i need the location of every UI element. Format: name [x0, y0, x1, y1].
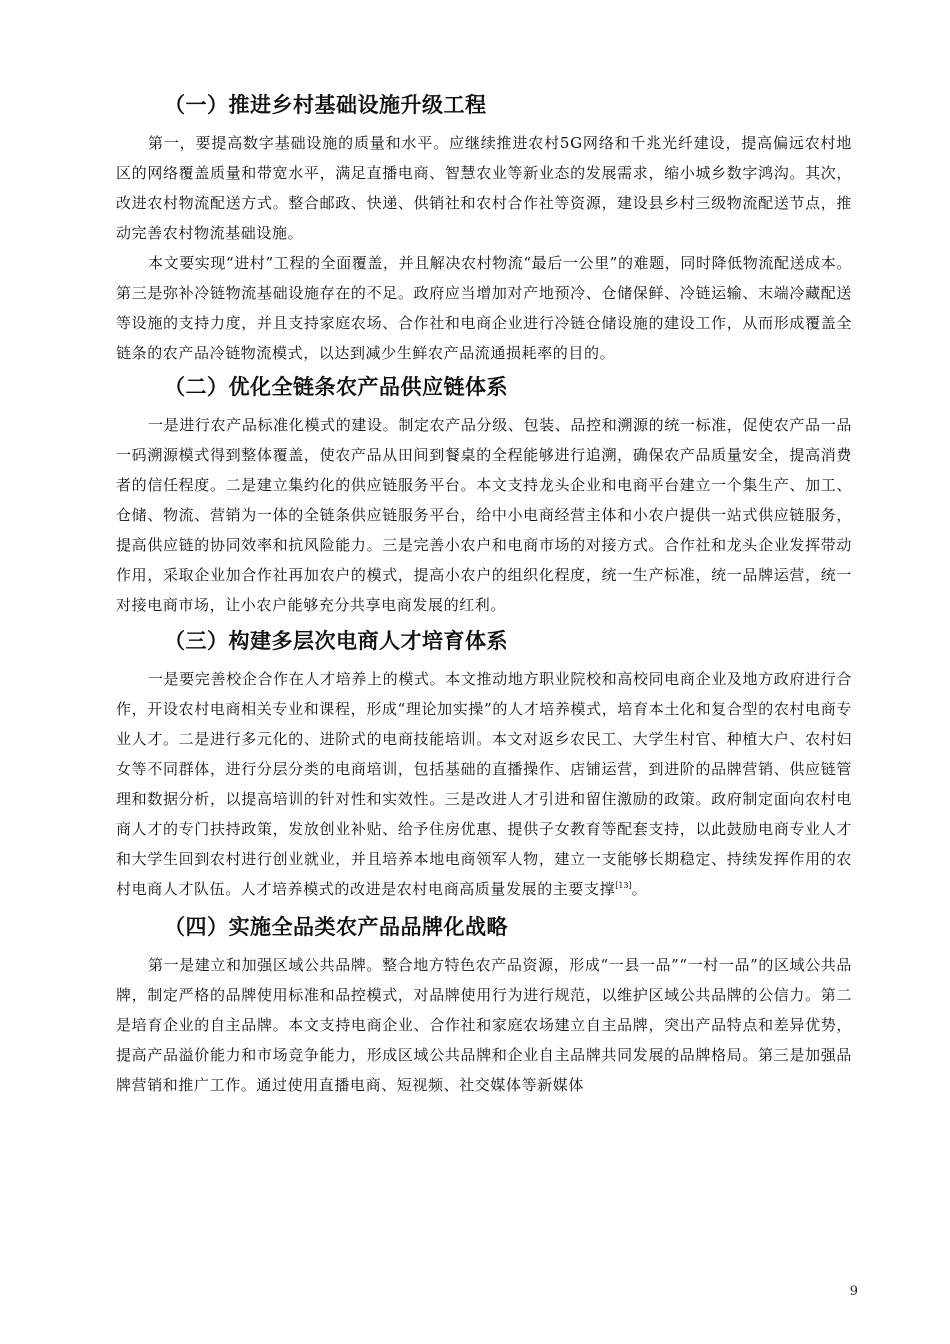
section-heading-2: （二）优化全链条农产品供应链体系 [164, 375, 508, 399]
section-4-paragraph-1: 第一是建立和加强区域公共品牌。整合地方特色农产品资源，形成“一县一品”“一村一品”的区域公共品牌，制定严格的品牌使用标准和品控模式，对品牌使用行为进行规范，以维护区域公共品牌的公信力。第二是培育企业的自主品牌。本文支持电商企业、合作社和家庭农场建立自主品牌，突出产品特点和差异优势，提高产品溢价能力和市场竞争能力，形成区域公共品牌和企业自主品牌共同发展的品牌格局。第三是加强品牌营销和推广工作。通过使用直播电商、短视频、社交媒体等新媒体 [116, 956, 852, 1094]
section-3-paragraph-1 [116, 664, 852, 904]
section-heading-3: （三）构建多层次电商人才培育体系 [164, 629, 508, 653]
section-2-paragraph-1: 一是进行农产品标准化模式的建设。制定农产品分级、包装、品控和溯源的统一标准，促使农产品一品一码溯源模式得到整体覆盖，使农产品从田间到餐桌的全程能够进行追溯，确保农产品质量安全，提高消费者的信任程度。二是建立集约化的供应链服务平台。本文支持龙头企业和电商平台建立一个集生产、加工、仓储、物流、营销为一体的全链条供应链服务平台，给中小电商经营主体和小农户提供一站式供应链服务，提高供应链的协同效率和抗风险能力。三是完善小农户和电商市场的对接方式。合作社和龙头企业发挥带动作用，采取企业加合作社再加农户的模式，提高小农户的组织化程度，统一生产标准，统一品牌运营，统一对接电商市场，让小农户能够充分共享电商发展的红利。 [116, 416, 852, 614]
page-content [116, 88, 852, 1100]
section-heading-4: （四）实施全品类农产品品牌化战略 [164, 915, 508, 939]
citation-tail: 。 [631, 880, 648, 898]
section-heading-1: （一）推进乡村基础设施升级工程 [164, 93, 487, 117]
section-1-paragraph-1: 第一，要提高数字基础设施的质量和水平。应继续推进农村5G网络和千兆光纤建设，提高偏远农村地区的网络覆盖质量和带宽水平，满足直播电商、智慧农业等新业态的发展需求，缩小城乡数字鸿沟。其次，改进农村物流配送方式。整合邮政、快递、供销社和农村合作社等资源，建设县乡村三级物流配送节点，推动完善农村物流基础设施。 [116, 134, 852, 242]
section-1-paragraph-2: 本文要实现“进村”工程的全面覆盖，并且解决农村物流“最后一公里”的难题，同时降低物流配送成本。第三是弥补冷链物流基础设施存在的不足。政府应当增加对产地预冷、仓储保鲜、冷链运输、末端冷藏配送等设施的支持力度，并且支持家庭农场、合作社和电商企业进行冷链仓储设施的建设工作，从而形成覆盖全链条的农产品冷链物流模式，以达到减少生鲜农产品流通损耗率的目的。 [116, 254, 852, 362]
section-3-paragraph-text: 一是要完善校企合作在人才培养上的模式。本文推动地方职业院校和高校同电商企业及地方政府进行合作，开设农村电商相关专业和课程，形成“理论加实操”的人才培养模式，培育本土化和复合型的农村电商专业人才。二是进行多元化的、进阶式的电商技能培训。本文对返乡农民工、大学生村官、种植大户、农村妇女等不同群体，进行分层分类的电商培训，包括基础的直播操作、店铺运营，到进阶的品牌营销、供应链管理和数据分析，以提高培训的针对性和实效性。三是改进人才引进和留住激励的政策。政府制定面向农村电商人才的专门扶持政策，发放创业补贴、给予住房优惠、提供子女教育等配套支持，以此鼓励电商专业人才和大学生回到农村进行创业就业，并且培养本地电商领军人物，建立一支能够长期稳定、持续发挥作用的农村电商人才队伍。人才培养模式的改进是农村电商高质量发展的主要支撑 [116, 670, 852, 898]
page-number: 9 [849, 1284, 858, 1299]
citation-marker: [13] [615, 881, 632, 890]
